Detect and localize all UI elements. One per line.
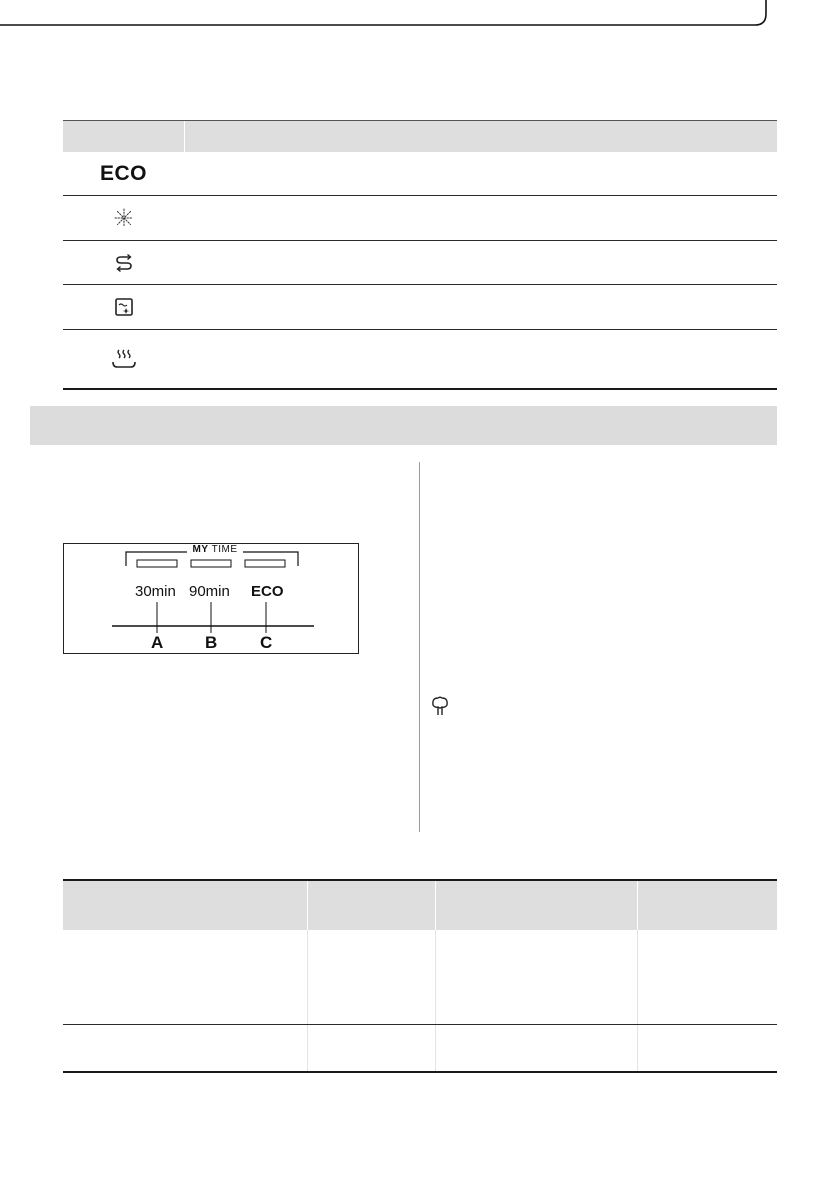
programme-table-header: [63, 879, 777, 930]
table-row: [63, 1025, 777, 1073]
option-label: 30min: [135, 583, 176, 600]
table-row: [63, 930, 777, 1025]
heat-dry-icon: [110, 347, 138, 371]
option-label: ECO: [251, 583, 284, 600]
table-row: [63, 330, 777, 390]
cycle-icon: [113, 253, 135, 273]
column-divider: [419, 462, 420, 832]
callout-letter: A: [151, 633, 164, 652]
option-label: 90min: [189, 583, 230, 600]
section-heading-bar: [30, 406, 777, 445]
callout-letter: C: [260, 633, 273, 652]
icons-table-header: [63, 120, 777, 152]
callout-letter: B: [205, 633, 218, 652]
control-panel-diagram: [63, 543, 359, 654]
tip-icon: [429, 695, 451, 717]
table-row: [63, 285, 777, 330]
my-time-label: MY TIME: [187, 544, 243, 555]
table-row: [63, 196, 777, 241]
page-top-rule: [0, 0, 767, 26]
table-row: [63, 152, 777, 196]
machine-care-icon: [113, 296, 135, 318]
eco-icon: ECO: [99, 161, 147, 185]
sparkle-icon: [114, 208, 134, 228]
table-row: [63, 241, 777, 285]
